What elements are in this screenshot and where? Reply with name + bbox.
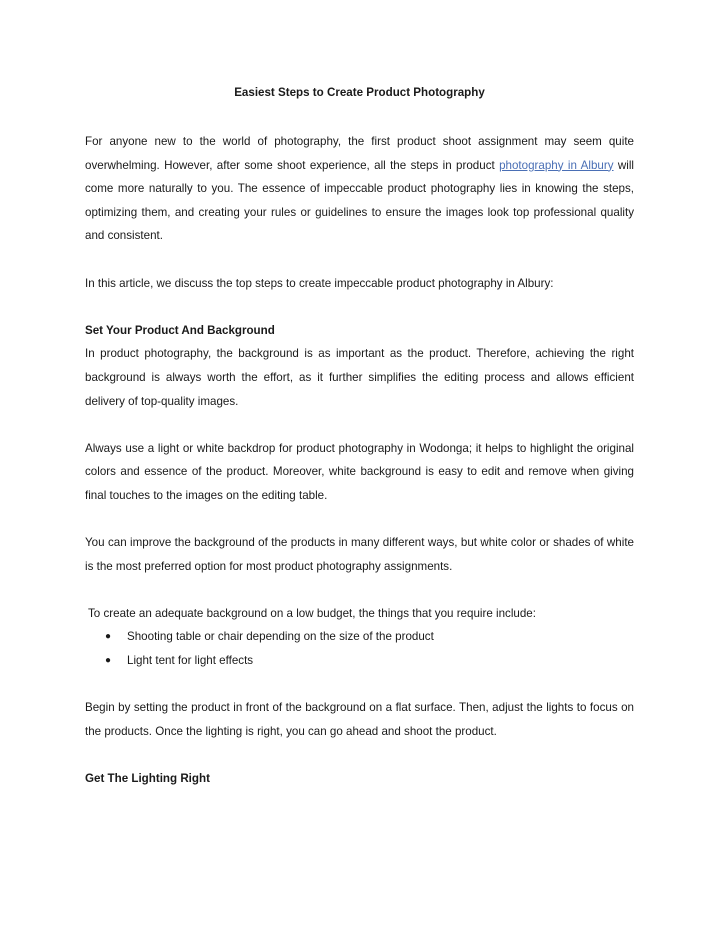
spacer xyxy=(85,295,634,319)
article-intro-paragraph: In this article, we discuss the top steps to create impeccable product photography in Albury: xyxy=(85,276,554,290)
document-title: Easiest Steps to Create Product Photography xyxy=(234,86,485,99)
intro-text-end: will come more naturally to you. The essence of impeccable product photography lies in knowing the steps, optimizing them, and creating your rules or guidelines to ensure the images look top professional quality and consistent. xyxy=(85,158,634,243)
background-paragraph-3: You can improve the background of the products in many different ways, but white color or shades of white is the most preferred option for most product photography assignments. xyxy=(85,536,634,573)
list-item xyxy=(85,649,634,673)
bullet-icon: ● xyxy=(105,631,112,643)
document-body xyxy=(85,83,634,791)
section-heading-lighting: Get The Lighting Right xyxy=(85,772,210,786)
list-item-text: Light tent for light effects xyxy=(127,654,254,668)
photography-albury-link[interactable]: photography in Albury xyxy=(499,158,614,172)
section-heading-background: Set Your Product And Background xyxy=(85,323,275,337)
spacer xyxy=(85,103,634,130)
background-paragraph-1: In product photography, the background is as important as the product. Therefore, achieving the right background is always worth the effort, as it further simplifies the editing process and allows efficient delivery of top-quality images. xyxy=(85,347,634,408)
spacer xyxy=(85,248,634,272)
intro-text-start: For anyone new to the world of photography, the first product shoot assignment may seem quite overwhelming. However, after some shoot experience, all the steps in product xyxy=(85,135,634,172)
intro-paragraph xyxy=(85,130,634,248)
spacer xyxy=(85,413,634,437)
list-item-text: Shooting table or chair depending on the size of the product xyxy=(127,630,434,644)
spacer xyxy=(85,578,634,602)
bullet-icon: ● xyxy=(105,655,112,667)
background-paragraph-4: Begin by setting the product in front of the background on a flat surface. Then, adjust the lights to focus on the products. Once the lighting is right, you can go ahead and shoot the product. xyxy=(85,701,634,738)
spacer xyxy=(85,508,634,532)
background-paragraph-2: Always use a light or white backdrop for product photography in Wodonga; it helps to highlight the original colors and essence of the product. Moreover, white background is easy to edit and remove when giving final touches to the images on the editing table. xyxy=(85,441,634,502)
list-item xyxy=(85,625,634,649)
spacer xyxy=(85,673,634,697)
requirements-list xyxy=(85,625,634,672)
spacer xyxy=(85,743,634,767)
list-intro: To create an adequate background on a low budget, the things that you require include: xyxy=(88,606,536,620)
